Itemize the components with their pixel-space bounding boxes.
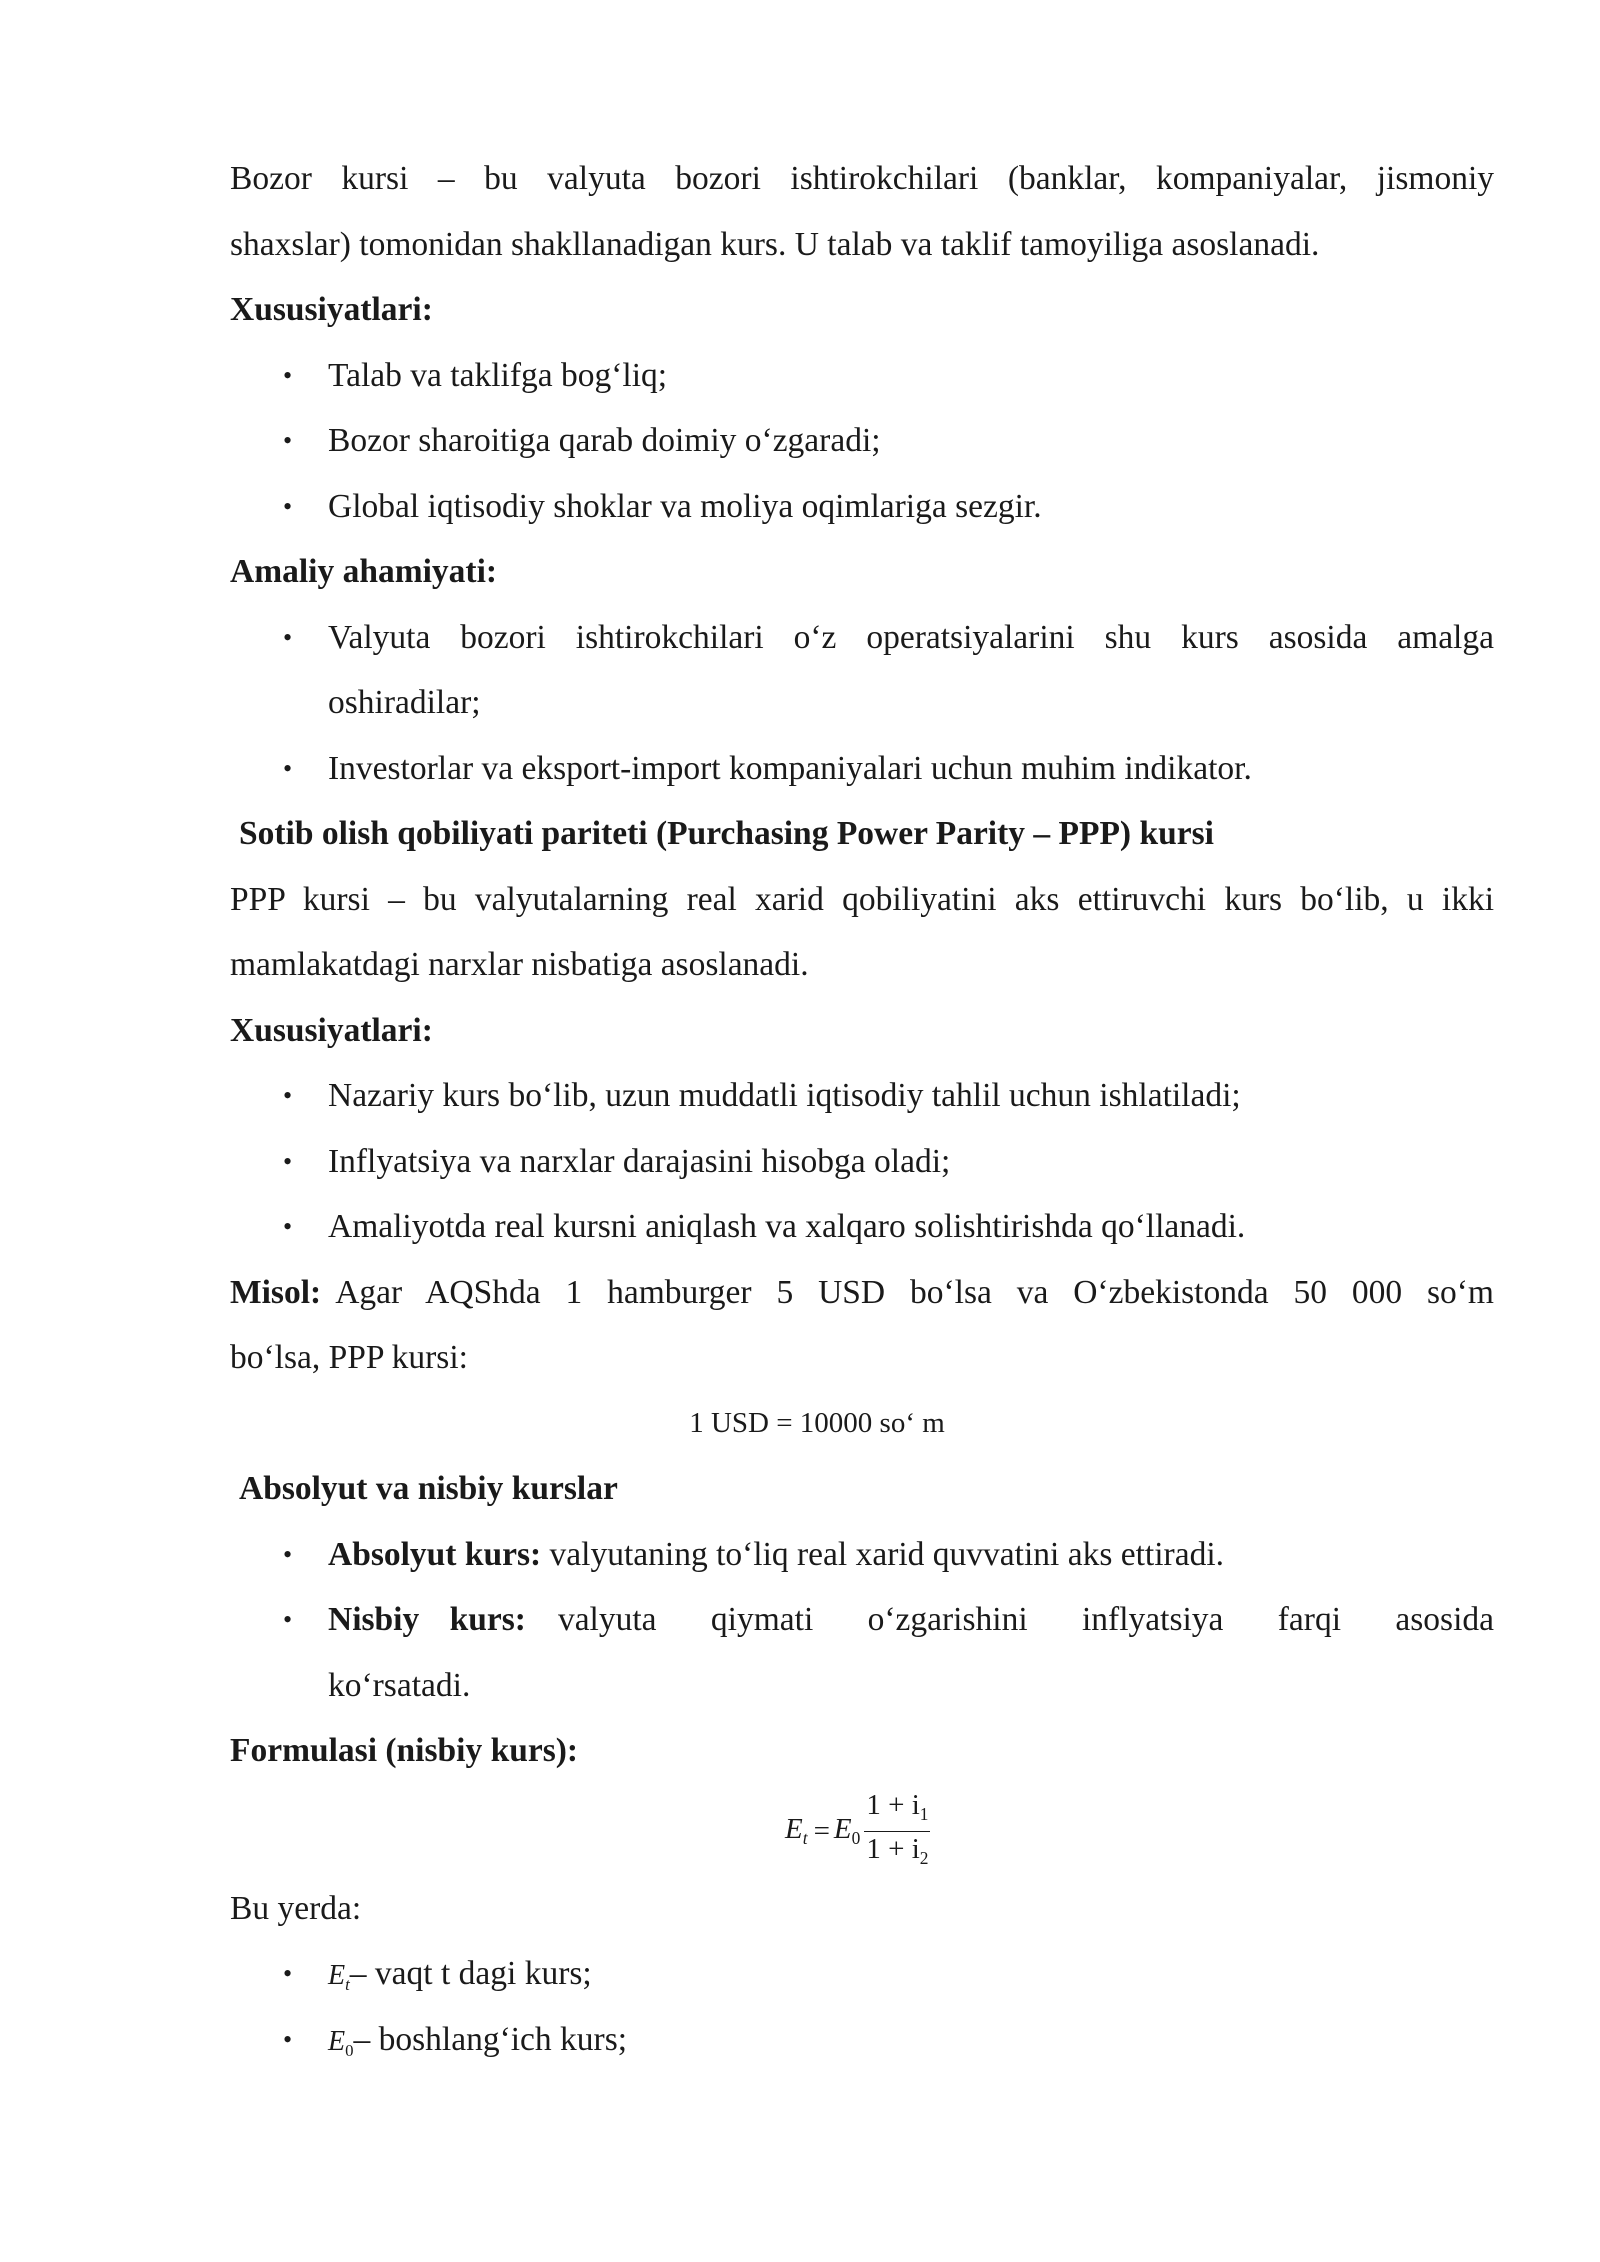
formula-denominator: $1 + i_2$ (866, 1832, 929, 1868)
bullet-icon: • (283, 753, 293, 783)
bullet-icon: • (283, 1212, 293, 1241)
bullet-icon: • (283, 622, 293, 652)
list-item (230, 605, 1494, 671)
definition-text: – boshlang‘ich kurs; (353, 2020, 628, 2058)
formula-fraction (864, 1788, 930, 1875)
list-item-continuation: oshiradilar; (328, 684, 481, 721)
bullet-icon: • (283, 2024, 293, 2054)
ppp-formula (230, 1391, 1494, 1457)
bullet-icon: • (283, 1539, 293, 1569)
relative-rate-formula (230, 1784, 1494, 1868)
example-line-2: bo‘lsa, PPP kursi: (230, 1339, 468, 1376)
document-page (230, 146, 1494, 2072)
list-item-text: Nazariy kurs bo‘lib, uzun muddatli iqtisodiy tahlil uchun ishlatiladi; (328, 1077, 1241, 1114)
list-item-continuation: ko‘rsatadi. (328, 1666, 471, 1704)
bullet-icon: • (283, 1605, 293, 1634)
list-item (230, 1522, 1494, 1588)
formula-heading: Formulasi (nisbiy kurs): (230, 1732, 579, 1769)
where-label: Bu yerda: (230, 1889, 362, 1927)
list-item (230, 474, 1494, 540)
list-item (230, 1587, 1494, 1653)
list-item (230, 2007, 1494, 2073)
absolute-heading: Absolyut va nisbiy kurslar (239, 1470, 618, 1507)
features-heading: Xususiyatlari: (230, 291, 433, 328)
formula-rhs: $E_0$ (833, 1813, 861, 1849)
definition-symbol: $E_0$ (328, 2025, 354, 2060)
formula-expression (785, 1788, 930, 1875)
ppp-heading: Sotib olish qobiliyati pariteti (Purchasing Power Parity – PPP) kursi (239, 815, 1214, 852)
list-item-text: Talab va taklifga bog‘liq; (328, 356, 668, 394)
bullet-icon: • (283, 1081, 293, 1110)
bullet-icon: • (283, 491, 293, 521)
list-item (230, 1194, 1494, 1260)
bullet-icon: • (283, 360, 293, 390)
list-item (230, 408, 1494, 474)
list-item-label: Absolyut kurs: (328, 1535, 542, 1573)
definition-text: – vaqt t dagi kurs; (349, 1955, 592, 1992)
bullet-icon: • (283, 426, 293, 455)
bullet-icon: • (283, 1146, 293, 1176)
formula-equals: = (813, 1814, 830, 1847)
list-item-text: valyuta qiymati o‘zgarishini inflyatsiya farqi asosida (557, 1601, 1494, 1638)
list-item (230, 343, 1494, 409)
list-item-text: Amaliyotda real kursni aniqlash va xalqaro solishtirishda qo‘llanadi. (328, 1208, 1246, 1245)
example-label: Misol: (230, 1273, 322, 1311)
intro-line-1: Bozor kursi – bu valyuta bozori ishtirokchilari (banklar, kompaniyalar, jismoniy (230, 160, 1494, 197)
list-item-text: Global iqtisodiy shoklar va moliya oqimlariga sezgir. (328, 487, 1042, 525)
list-item-text: Valyuta bozori ishtirokchilari o‘z operatsiyalarini shu kurs asosida amalga (328, 618, 1494, 656)
definition-symbol: $E_t$ (328, 1960, 350, 1994)
intro-line-2: shaxslar) tomonidan shakllanadigan kurs. U talab va taklif tamoyiliga asoslanadi. (230, 225, 1320, 263)
formula-lhs: $E_t$ (785, 1813, 808, 1849)
ppp-features-heading: Xususiyatlari: (230, 1011, 433, 1049)
list-item (230, 1941, 1494, 2007)
list-item-text: Inflyatsiya va narxlar darajasini hisobga oladi; (328, 1142, 951, 1180)
bullet-icon: • (283, 1959, 293, 1988)
ppp-desc-line-2: mamlakatdagi narxlar nisbatiga asoslanadi. (230, 946, 809, 983)
list-item-label: Nisbiy kurs: (328, 1601, 526, 1638)
list-item-text: Bozor sharoitiga qarab doimiy o‘zgaradi; (328, 422, 881, 459)
practical-heading: Amaliy ahamiyati: (230, 553, 498, 590)
list-item-text: Investorlar va eksport-import kompaniyalari uchun muhim indikator. (328, 749, 1252, 787)
example-text: Agar AQShda 1 hamburger 5 USD bo‘lsa va O‘zbekistonda 50 000 so‘m (335, 1273, 1494, 1311)
list-item-text: valyutaning to‘liq real xarid quvvatini aks ettiradi. (549, 1535, 1224, 1573)
example-line-1 (230, 1260, 1494, 1326)
ppp-formula-text: 1 USD = 10000 so‘ m (689, 1406, 945, 1439)
list-item (230, 1063, 1494, 1129)
list-item (230, 1129, 1494, 1195)
list-item (230, 736, 1494, 802)
formula-numerator: $1 + i_1$ (864, 1788, 930, 1832)
ppp-desc-line-1: PPP kursi – bu valyutalarning real xarid qobiliyatini aks ettiruvchi kurs bo‘lib, u ikki (230, 880, 1494, 918)
